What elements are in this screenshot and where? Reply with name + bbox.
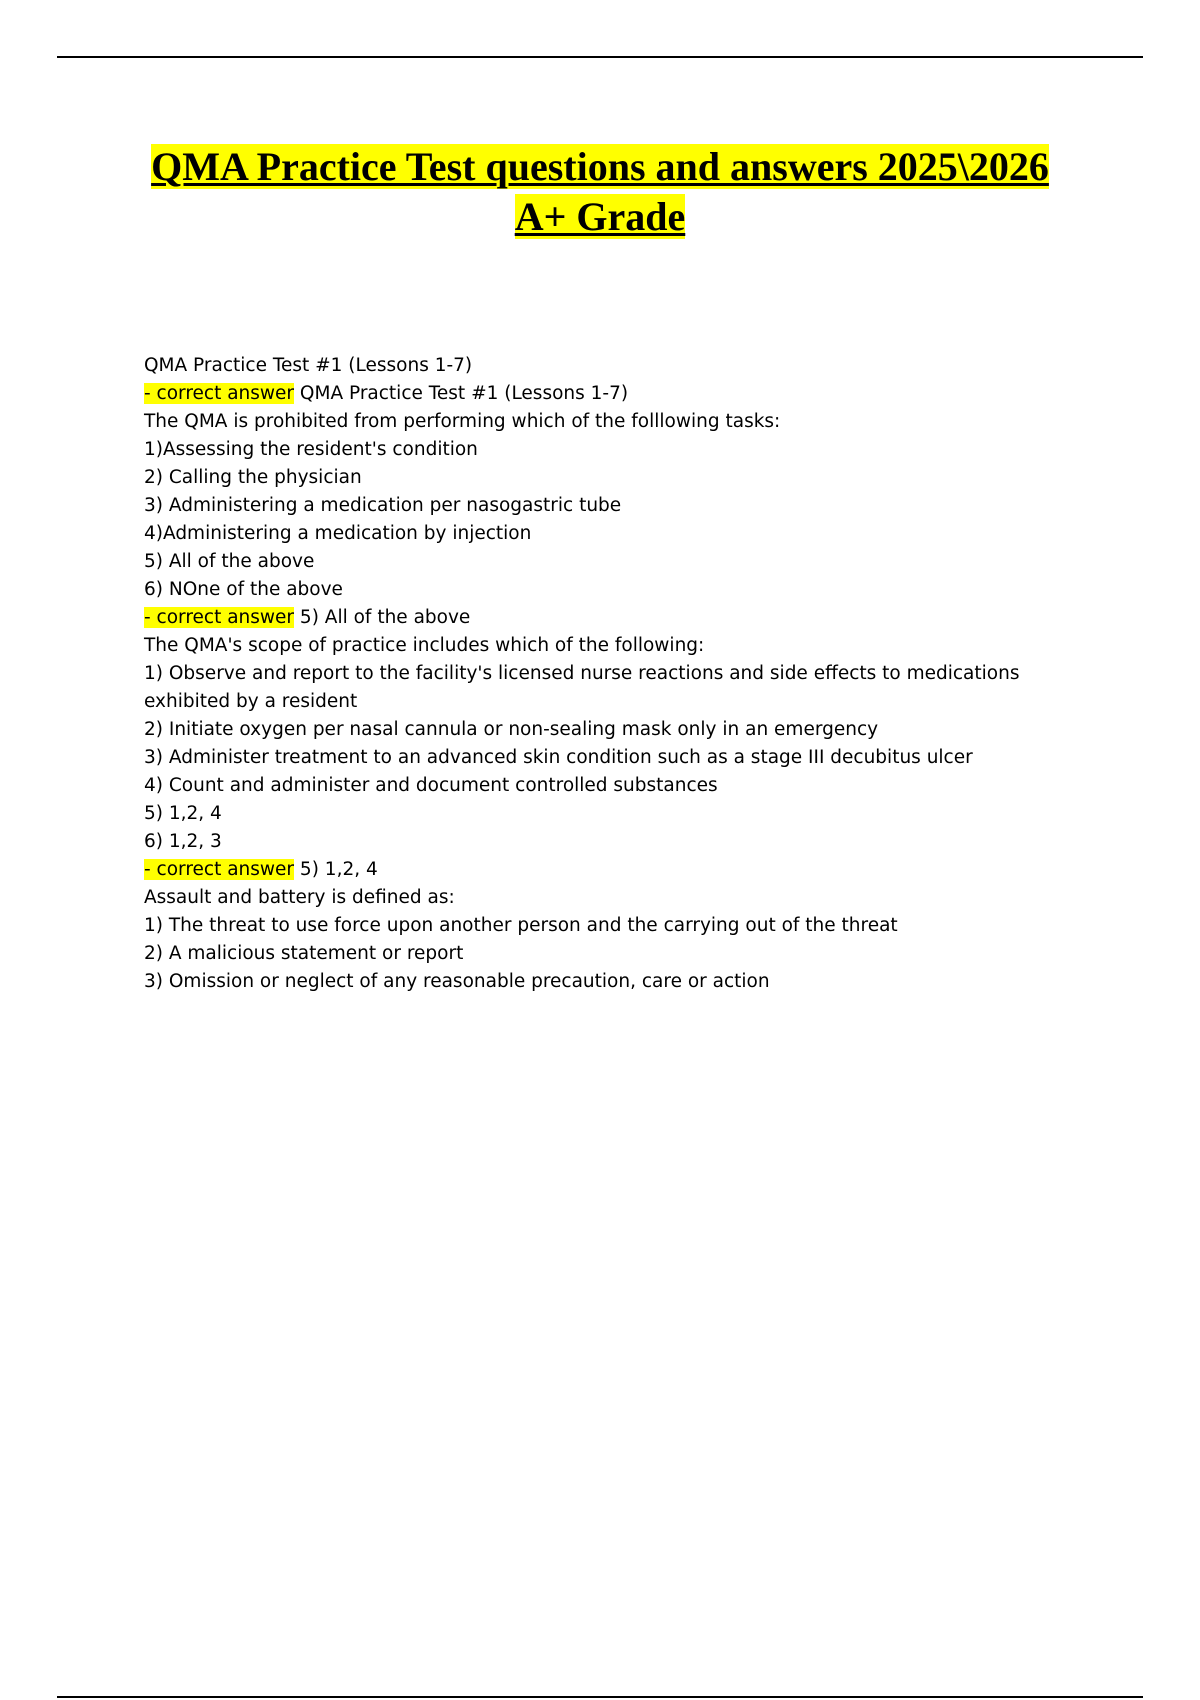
document-body xyxy=(144,352,1084,996)
question-block xyxy=(144,632,1084,884)
intro-line: QMA Practice Test #1 (Lessons 1-7) xyxy=(144,355,473,376)
option: 3) Administer treatment to an advanced skin condition such as a stage III decubitus ulcer xyxy=(144,747,973,768)
option: 5) 1,2, 4 xyxy=(144,803,222,824)
option: 6) NOne of the above xyxy=(144,579,343,600)
question-block xyxy=(144,884,1084,996)
correct-answer-label: - correct answer xyxy=(144,607,295,628)
option: 4)Administering a medication by injection xyxy=(144,523,532,544)
option: 1) Observe and report to the facility's licensed nurse reactions and side effects to medications exhibited by a resident xyxy=(144,663,1020,712)
question-prompt: The QMA is prohibited from performing which of the folllowing tasks: xyxy=(144,411,781,432)
option: 2) Initiate oxygen per nasal cannula or non-sealing mask only in an emergency xyxy=(144,719,879,740)
intro-block xyxy=(144,352,1084,408)
question-prompt: Assault and battery is defined as: xyxy=(144,887,455,908)
correct-answer-label: - correct answer xyxy=(144,859,295,880)
option: 3) Administering a medication per nasogastric tube xyxy=(144,495,622,516)
option: 5) All of the above xyxy=(144,551,315,572)
top-rule xyxy=(57,56,1143,58)
answer-text: 5) 1,2, 4 xyxy=(294,859,378,880)
question-prompt: The QMA's scope of practice includes which of the following: xyxy=(144,635,705,656)
option: 2) Calling the physician xyxy=(144,467,362,488)
correct-answer-label: - correct answer xyxy=(144,383,295,404)
option: 6) 1,2, 3 xyxy=(144,831,222,852)
option: 4) Count and administer and document controlled substances xyxy=(144,775,718,796)
answer-text: QMA Practice Test #1 (Lessons 1-7) xyxy=(294,383,629,404)
answer-text: 5) All of the above xyxy=(294,607,471,628)
question-block xyxy=(144,408,1084,632)
bottom-rule xyxy=(57,1696,1143,1698)
option: 1)Assessing the resident's condition xyxy=(144,439,478,460)
title-line-2: A+ Grade xyxy=(514,194,686,239)
title-line-1: QMA Practice Test questions and answers 2025\2026 xyxy=(151,144,1049,189)
answer-line xyxy=(144,380,1084,408)
answer-line xyxy=(144,604,1084,632)
document-title xyxy=(0,142,1200,242)
option: 3) Omission or neglect of any reasonable precaution, care or action xyxy=(144,971,770,992)
option: 1) The threat to use force upon another person and the carrying out of the threat xyxy=(144,915,898,936)
option: 2) A malicious statement or report xyxy=(144,943,464,964)
answer-line xyxy=(144,856,1084,884)
